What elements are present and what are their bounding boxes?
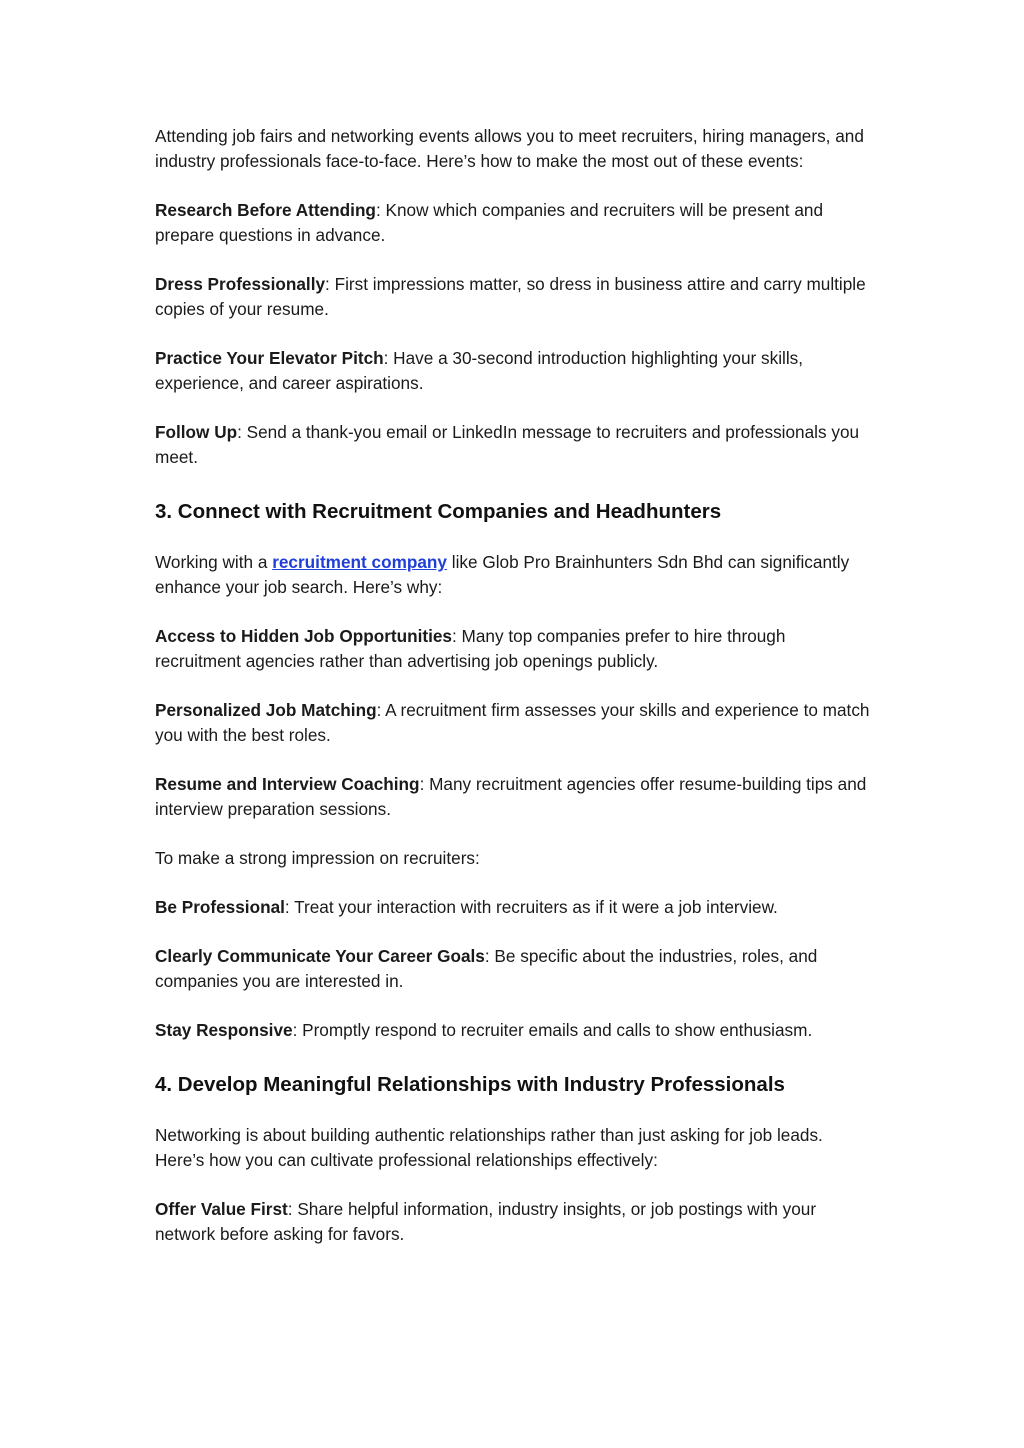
impression-term: Clearly Communicate Your Career Goals [155,946,485,966]
tip-text: : Have a 30-second introduction highlighting your skills, experience, and career aspirations. [155,348,804,393]
section-4-intro: Networking is about building authentic relationships rather than just asking for job leads. Here’s how you can cultivate professional relationships effectively: [155,1125,823,1170]
tip-text: : First impressions matter, so dress in business attire and carry multiple copies of your resume. [155,274,866,319]
recruitment-company-link[interactable]: recruitment company [272,552,447,572]
tip-term: Dress Professionally [155,274,326,294]
tip-text: : Share helpful information, industry insights, or job postings with your network before asking for favors. [155,1199,817,1244]
reason-term: Resume and Interview Coaching [155,774,420,794]
impression-be-professional [155,895,875,920]
section-4-heading: 4. Develop Meaningful Relationships with Industry Professionals [155,1073,785,1096]
tip-research-before-attending [155,198,875,248]
intro-paragraph: Attending job fairs and networking events allows you to meet recruiters, hiring managers, and industry professionals face-to-face. Here’s how to make the most out of these events: [155,126,864,171]
reason-term: Personalized Job Matching [155,700,377,720]
tip-elevator-pitch [155,346,875,396]
tip-text: : Know which companies and recruiters will be present and prepare questions in advance. [155,200,824,245]
impression-communicate-goals [155,944,875,994]
section-3-heading: 3. Connect with Recruitment Companies and Headhunters [155,500,722,523]
tip-term: Follow Up [155,422,238,442]
document-page [155,124,875,1271]
tip-term: Practice Your Elevator Pitch [155,348,384,368]
impression-term: Stay Responsive [155,1020,293,1040]
reason-hidden-opportunities [155,624,875,674]
intro-after-link: like Glob Pro Brainhunters Sdn Bhd can significantly enhance your job search. Here’s why: [155,552,850,597]
tip-dress-professionally [155,272,875,322]
tip-term: Research Before Attending [155,200,376,220]
reason-personalized-matching [155,698,875,748]
impression-intro: To make a strong impression on recruiters: [155,848,480,868]
impression-text: : Be specific about the industries, roles, and companies you are interested in. [155,946,818,991]
reason-term: Access to Hidden Job Opportunities [155,626,452,646]
reason-text: : Many recruitment agencies offer resume-building tips and interview preparation sessions. [155,774,867,819]
tip-text: : Send a thank-you email or LinkedIn message to recruiters and professionals you meet. [155,422,860,467]
impression-text: : Promptly respond to recruiter emails and calls to show enthusiasm. [292,1020,813,1040]
reason-text: : A recruitment firm assesses your skills and experience to match you with the best roles. [155,700,870,745]
intro-before-link: Working with a [155,552,273,572]
section-3-intro [155,550,875,600]
tip-follow-up [155,420,875,470]
impression-term: Be Professional [155,897,285,917]
impression-stay-responsive [155,1018,875,1043]
reason-text: : Many top companies prefer to hire through recruitment agencies rather than advertising job openings publicly. [155,626,786,671]
reason-resume-coaching [155,772,875,822]
impression-text: : Treat your interaction with recruiters as if it were a job interview. [284,897,778,917]
tip-term: Offer Value First [155,1199,288,1219]
tip-offer-value-first [155,1197,875,1247]
